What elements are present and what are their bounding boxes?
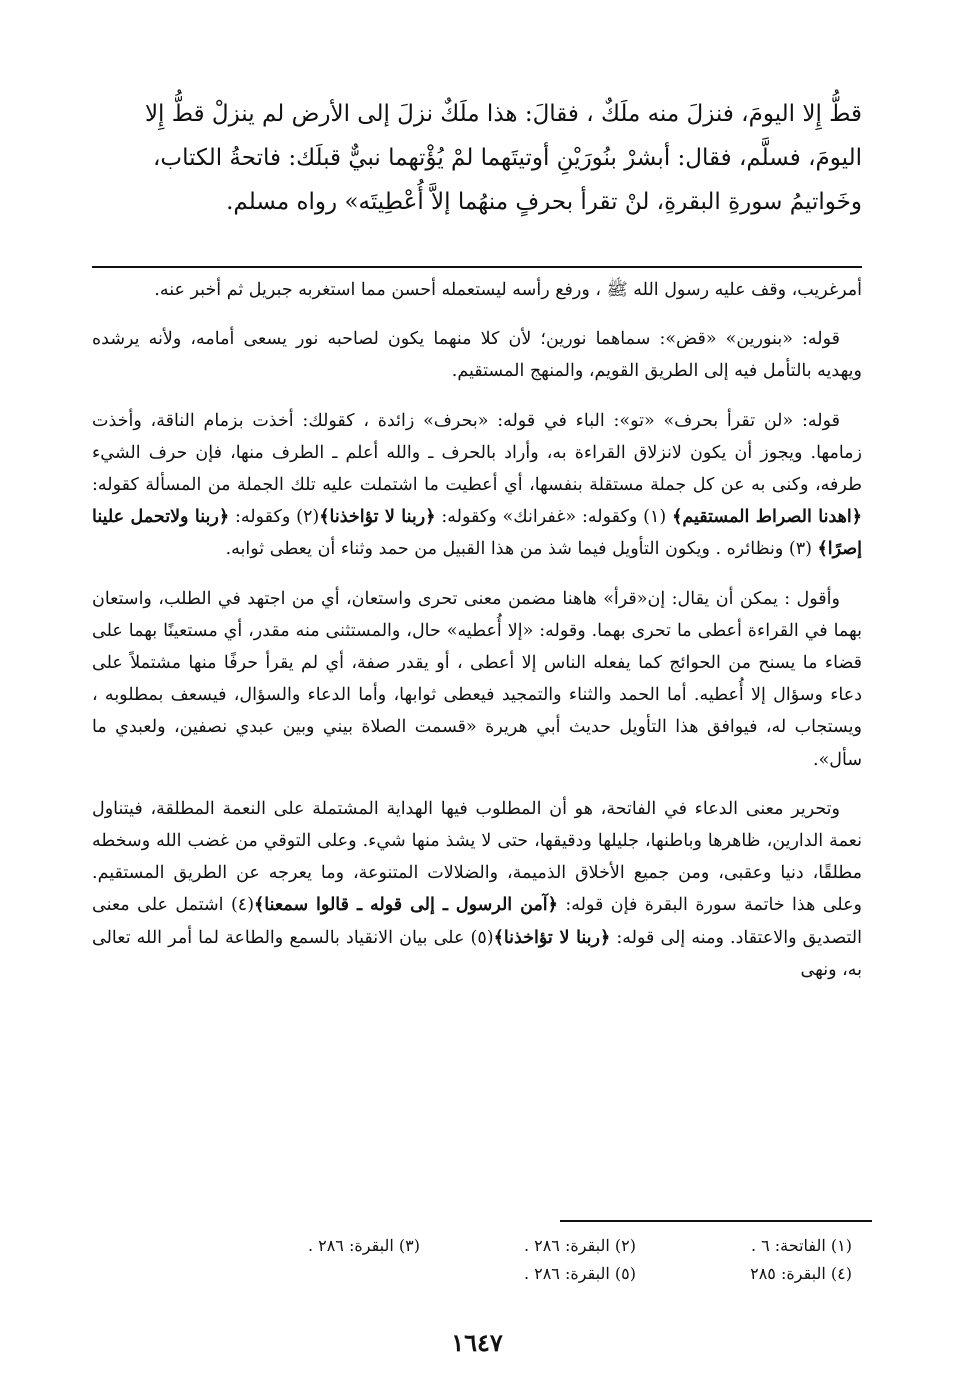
hadith-line-1: قطُّ إِلا اليومَ، فنزلَ منه ملَكٌ ، فقالَ: هذا ملَكٌ نزلَ إلى الأرض لم ينزلْ قطُّ إِلا (144, 101, 862, 127)
footnote-1: (١) الفاتحة: ٦ . (750, 1236, 852, 1255)
footnote-row (152, 1232, 852, 1260)
footnote-5: (٥) البقرة: ٢٨٦ . (523, 1264, 636, 1283)
commentary-text: (٤) اشتمل على معنى التصديق والاعتقاد. ومنه إلى قوله: (92, 895, 862, 948)
commentary-text: (٣) ونظائره . ويكون التأويل فيما شذ من هذا القبيل من حمد وثناء أن يعطى ثوابه. (225, 539, 818, 560)
commentary-section (92, 274, 862, 1003)
commentary-paragraph-3 (92, 405, 862, 566)
commentary-text: (١) وكقوله: «غفرانك» وكقوله: (435, 507, 673, 528)
footnote-2: (٢) البقرة: ٢٨٦ . (523, 1236, 636, 1255)
commentary-text: (٢) وكقوله: (229, 507, 320, 528)
quran-quote: ﴿ربنا لا تؤاخذنا﴾ (493, 927, 611, 948)
footnote-row (152, 1260, 852, 1288)
commentary-paragraph-5 (92, 793, 862, 986)
separator-rule (92, 266, 862, 268)
commentary-paragraph-4: وأقول : يمكن أن يقال: إن«قرأ» هاهنا مضمن معنى تحرى واستعان، أي من اجتهد في الطلب، واستعان بهما في القراءة أعطى ما تحرى بهما. وقوله: «إلا أُعطيه» حال، والمستثنى منه مقدر، أي مستعينًا بهما على قضاء ما يسنح من الحوائج كما يفعله الناس إلا أعطى ، أو يقدر صفة، أي لم يقرأ حرفًا منها مشتملاً على دعاء وسؤال إلا أُعطيه. أما الحمد والثناء والتمجيد فيعطى ثوابها، وأما الدعاء والسؤال، فيسعف بمطلوبه ، ويستجاب له، فيوافق هذا التأويل حديث أبي هريرة «قسمت الصلاة بيني وبين عبدي نصفين، ولعبدي ما سأل». (92, 588, 862, 770)
commentary-text: قوله: «لن تقرأ بحرف» «تو»: الباء في قوله: «بحرف» زائدة ، كقولك: أخذت بزمام الناقة، وأخذت زمامها. ويجوز أن يكون لانزلاق القراءة به، وأراد بالحرف ـ والله أعلم ـ الطرف منها، فإن حرف الشيء طرفه، وكنى به عن كل جملة مستقلة بنفسها، أي أعطيت ما اشتملت عليه تلك الجملة من المسألة كقوله: (92, 410, 862, 496)
quran-quote: ﴿اهدنا الصراط المستقيم﴾ (672, 507, 862, 528)
hadith-line-3: وخَواتيمُ سورةِ البقرةِ، لنْ تقرأ بحرفٍ منهُما إلاَّ أُعْطِيتَه» رواه مسلم. (226, 189, 862, 215)
commentary-text: وتحرير معنى الدعاء في الفاتحة، هو أن المطلوب فيها الهداية المشتملة على النعمة المطلقة، فيتناول نعمة الدارين، ظاهرها وباطنها، جليلها ودقيقها، حتى لا يشذ منها شيء. وعلى التوقي من غضب الله وسخطه مطلقًا، دنيا وعقبى، ومن جميع الأخلاق الذميمة، والضلالات المتنوعة، وما يعرجه عن الطريق المستقيم. وعلى هذا خاتمة سورة البقرة فإن قوله: (92, 798, 862, 916)
quran-quote: ﴿آمن الرسول ـ إلى قوله ـ قالوا سمعنا﴾ (254, 895, 558, 916)
hadith-line-2: اليومَ، فسلَّم، فقال: أبشرْ بنُورَيْنِ أوتيتَهما لمْ يُؤْتهما نبيٌّ قبلَك: فاتحةُ الكتاب، (153, 145, 862, 171)
footnotes (152, 1232, 852, 1288)
footnote-rule (560, 1220, 872, 1222)
footnote-4: (٤) البقرة: ٢٨٥ (750, 1264, 852, 1283)
hadith-text (92, 92, 862, 224)
commentary-paragraph-1: أمرغريب، وقف عليه رسول الله ﷺ ، ورفع رأسه ليستعمله أحسن مما استغربه جبريل ثم أخبر عنه. (154, 280, 862, 300)
commentary-paragraph-2: قوله: «بنورين» «قض»: سماهما نورين؛ لأن كلا منهما يكون لصاحبه نور يسعى أمامه، ولأنه يرشده ويهديه بالتأمل فيه إلى الطريق القويم، والمنهج المستقيم. (92, 329, 862, 382)
page-number: ١٦٤٧ (451, 1328, 503, 1357)
footnote-3: (٣) البقرة: ٢٨٦ . (307, 1236, 420, 1255)
quran-quote: ﴿ربنا ولاتحمل علينا إصرًا﴾ (92, 507, 862, 560)
quran-quote: ﴿ربنا لا تؤاخذنا﴾ (319, 507, 436, 528)
commentary-text: (٥) على بيان الانقياد بالسمع والطاعة لما أمر الله تعالى به، ونهى (92, 927, 862, 980)
